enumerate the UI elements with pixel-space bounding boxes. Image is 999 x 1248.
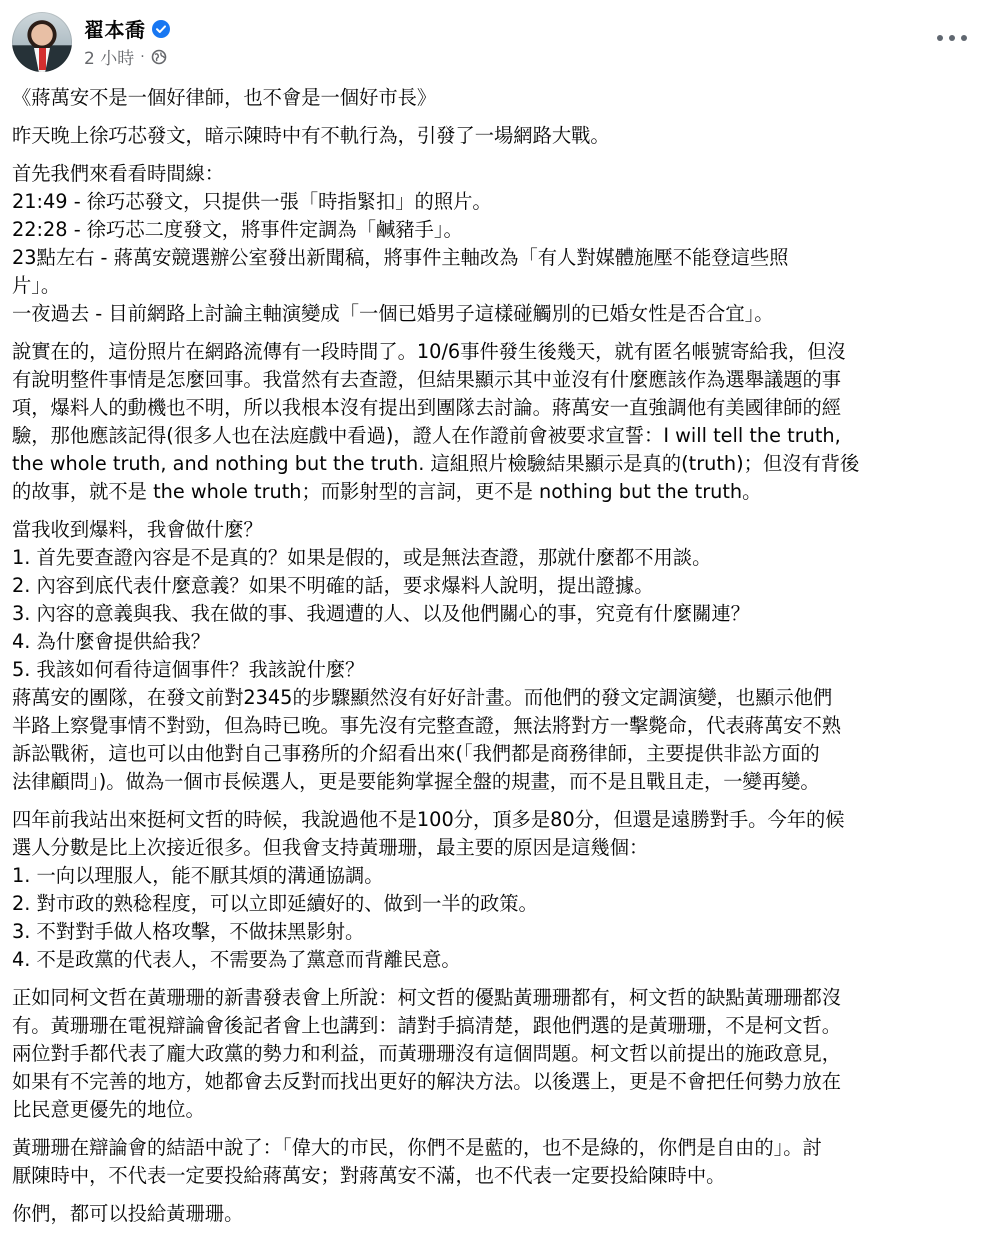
post-text-line: 5. 我該如何看待這個事件？我該說什麼？ bbox=[12, 658, 365, 681]
post-text-line: 訴訟戰術，這也可以由他對自己事務所的介紹看出來(「我們都是商務律師，主要提供非訟方面的 bbox=[12, 742, 820, 765]
post-text-line: 4. 為什麼會提供給我？ bbox=[12, 630, 211, 653]
post-text-line: 法律顧問」)。做為一個市長候選人，更是要能夠掌握全盤的規畫，而不是且戰且走，一變再變。 bbox=[12, 770, 820, 793]
post-paragraph bbox=[12, 516, 987, 796]
post-text-line: 當我收到爆料，我會做什麼？ bbox=[12, 518, 263, 541]
post-paragraph bbox=[12, 806, 987, 974]
author-name[interactable]: 翟本喬 bbox=[84, 18, 146, 42]
globe-icon[interactable] bbox=[151, 49, 167, 65]
post-text-line: 2. 內容到底代表什麼意義？如果不明確的話，要求爆料人說明，提出證據。 bbox=[12, 574, 654, 597]
post-text-line: 項，爆料人的動機也不明，所以我根本沒有提出到團隊去討論。蔣萬安一直強調他有美國律師的經 bbox=[12, 396, 842, 419]
post-text-line: 片」。 bbox=[12, 274, 61, 297]
post-text-line: 正如同柯文哲在黃珊珊的新書發表會上所說：柯文哲的優點黃珊珊都有，柯文哲的缺點黃珊珊都沒 bbox=[12, 986, 842, 1009]
post-timestamp[interactable]: 2 小時 bbox=[84, 49, 135, 69]
more-options-icon bbox=[937, 35, 943, 41]
post-text-line: 1. 首先要查證內容是不是真的？如果是假的，或是無法查證，那就什麼都不用談。 bbox=[12, 546, 712, 569]
verified-badge-icon bbox=[152, 20, 170, 38]
post-paragraph bbox=[12, 338, 987, 506]
post-text-line: 《蔣萬安不是一個好律師，也不會是一個好市長》 bbox=[12, 86, 437, 109]
post-paragraph bbox=[12, 1200, 987, 1228]
meta-separator: · bbox=[140, 48, 145, 65]
post-text-line: 厭陳時中，不代表一定要投給蔣萬安；對蔣萬安不滿，也不代表一定要投給陳時中。 bbox=[12, 1164, 726, 1187]
post-text-line: 1. 一向以理服人，能不厭其煩的溝通協調。 bbox=[12, 864, 384, 887]
post-text-line: 說實在的，這份照片在網路流傳有一段時間了。10/6事件發生後幾天，就有匿名帳號寄給我，但沒 bbox=[12, 340, 846, 363]
post-text-line: 有說明整件事情是怎麼回事。我當然有去查證，但結果顯示其中並沒有什麼應該作為選舉議題的事 bbox=[12, 368, 842, 391]
post-text-line: 兩位對手都代表了龐大政黨的勢力和利益，而黃珊珊沒有這個問題。柯文哲以前提出的施政意見， bbox=[12, 1042, 842, 1065]
avatar-tie bbox=[39, 48, 46, 70]
author-row bbox=[84, 14, 170, 43]
avatar[interactable] bbox=[12, 12, 72, 72]
post-text-line: 的故事，就不是 the whole truth；而影射型的言詞，更不是 nothing but the truth。 bbox=[12, 480, 762, 503]
post-text-line: 3. 不對對手做人格攻擊，不做抹黑影射。 bbox=[12, 920, 365, 943]
post-text-line: 你們，都可以投給黃珊珊。 bbox=[12, 1202, 244, 1225]
post-text-line: 驗，那他應該記得(很多人也在法庭戲中看過)，證人在作證前會被要求宣誓：I will tell the truth, bbox=[12, 424, 841, 447]
post-paragraph bbox=[12, 84, 987, 112]
more-options-icon bbox=[961, 35, 967, 41]
post-text-line: 2. 對市政的熟稔程度，可以立即延續好的、做到一半的政策。 bbox=[12, 892, 538, 915]
post-text-line: 比民意更優先的地位。 bbox=[12, 1098, 205, 1121]
post-text-line: 黃珊珊在辯論會的結語中說了：「偉大的市民，你們不是藍的，也不是綠的，你們是自由的」。討 bbox=[12, 1136, 822, 1159]
more-options-icon bbox=[949, 35, 955, 41]
post-meta bbox=[84, 44, 167, 69]
post-text-line: 半路上察覺事情不對勁，但為時已晚。事先沒有完整查證，無法將對方一擊斃命，代表蔣萬安不熟 bbox=[12, 714, 842, 737]
post-paragraph bbox=[12, 1134, 987, 1190]
post-text-line: 如果有不完善的地方，她都會去反對而找出更好的解決方法。以後選上，更是不會把任何勢力放在 bbox=[12, 1070, 842, 1093]
post-text-line: 22:28 - 徐巧芯二度發文，將事件定調為「鹹豬手」。 bbox=[12, 218, 463, 241]
more-options-button[interactable] bbox=[937, 28, 967, 48]
post-text-line: 蔣萬安的團隊，在發文前對2345的步驟顯然沒有好好計畫。而他們的發文定調演變，也顯示他們 bbox=[12, 686, 833, 709]
post-paragraph bbox=[12, 160, 987, 328]
post-text-line: 21:49 - 徐巧芯發文，只提供一張「時指緊扣」的照片。 bbox=[12, 190, 492, 213]
post-header bbox=[12, 12, 987, 72]
post-text-line: 4. 不是政黨的代表人，不需要為了黨意而背離民意。 bbox=[12, 948, 461, 971]
post-text-line: the whole truth, and nothing but the truth. 這組照片檢驗結果顯示是真的(truth)；但沒有背後 bbox=[12, 452, 860, 475]
post-text-line: 一夜過去 - 目前網路上討論主軸演變成「一個已婚男子這樣碰觸別的已婚女性是否合宜」。 bbox=[12, 302, 774, 325]
post-text-line: 選人分數是比上次接近很多。但我會支持黃珊珊，最主要的原因是這幾個： bbox=[12, 836, 649, 859]
post-paragraph bbox=[12, 984, 987, 1124]
post-text-line: 23點左右 - 蔣萬安競選辦公室發出新聞稿，將事件主軸改為「有人對媒體施壓不能登這些照 bbox=[12, 246, 789, 269]
post-text-line: 有。黃珊珊在電視辯論會後記者會上也講到：請對手搞清楚，跟他們選的是黃珊珊，不是柯文哲。 bbox=[12, 1014, 842, 1037]
post-body bbox=[12, 84, 987, 1238]
post-paragraph bbox=[12, 122, 987, 150]
post-text-line: 3. 內容的意義與我、我在做的事、我週遭的人、以及他們關心的事，究竟有什麼關連？ bbox=[12, 602, 750, 625]
post-text-line: 首先我們來看看時間線： bbox=[12, 162, 225, 185]
post-text-line: 昨天晚上徐巧芯發文，暗示陳時中有不軌行為，引發了一場網路大戰。 bbox=[12, 124, 610, 147]
post-text-line: 四年前我站出來挺柯文哲的時候，我說過他不是100分，頂多是80分，但還是遠勝對手。今年的候 bbox=[12, 808, 845, 831]
